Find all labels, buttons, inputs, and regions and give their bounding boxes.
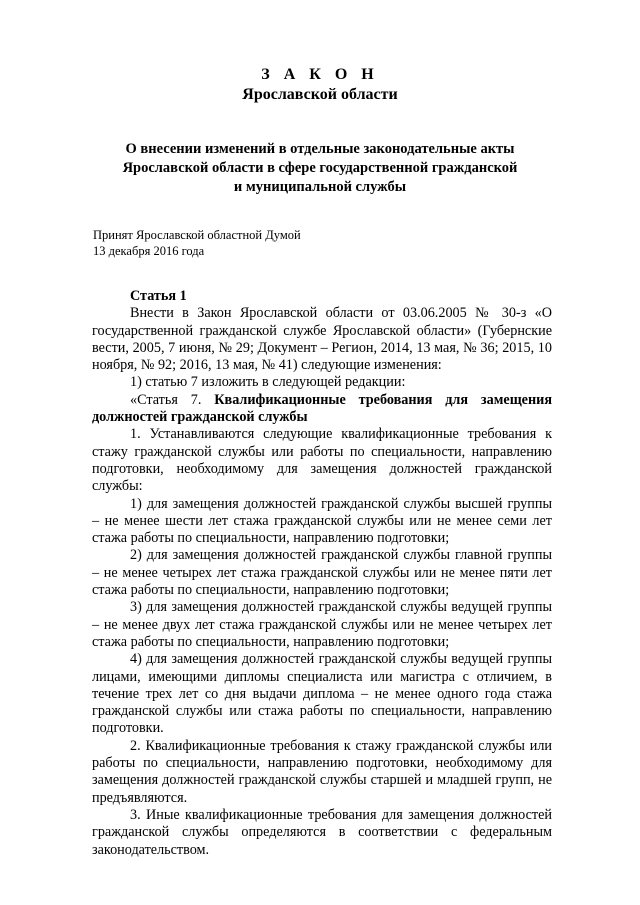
adoption-date: 13 декабря 2016 года	[93, 244, 205, 258]
quoted-article-prefix: «Статья 7.	[130, 391, 215, 408]
article-heading: Статья 1	[130, 288, 187, 304]
law-title: З А К О Н	[261, 66, 379, 83]
subparagraph: 2) для замещения должностей гражданской службы главной группы – не менее четырех лет стажа гражданской службы или не менее пяти лет стажа работы по специальности, направлению подготовки;	[92, 547, 552, 599]
quoted-article-title	[92, 392, 552, 427]
paragraph: 1. Устанавливаются следующие квалификационные требования к стажу гражданской службы или работы по специальности, направлению подготовки, необходимому для замещения должностей гражданской службы:	[92, 426, 552, 495]
law-body	[92, 288, 552, 859]
region-title: Ярославской области	[242, 86, 398, 103]
subparagraph: 4) для замещения должностей гражданской службы ведущей группы лицами, имеющими дипломы специалиста или магистра с отличием, в течение трех лет со дня выдачи диплома – не менее одного года стажа гражданской службы или стажа работы по специальности, направлению подготовки.	[92, 651, 552, 737]
subject-line: и муниципальной службы	[233, 179, 407, 195]
subparagraph: 3) для замещения должностей гражданской службы ведущей группы – не менее двух лет стажа гражданской службы или не менее четырех лет стажа работы по специальности, направлению подготовки;	[92, 599, 552, 650]
subject-line: Ярославской области в сфере государственной гражданской	[122, 160, 518, 176]
paragraph: 2. Квалификационные требования к стажу гражданской службы или работы по специальности, направлению подготовки, необходимому для замещения должностей гражданской службы старшей и младшей групп, не предъявляются.	[92, 737, 552, 806]
quoted-article-name: Квалификационные требования для замещения должностей гражданской службы	[92, 391, 552, 426]
article-intro: Внести в Закон Ярославской области от 03.06.2005 № 30-з «О государственной гражданской службе Ярославской области» (Губернские вести, 2005, 7 июня, № 29; Документ – Регион, 2014, 13 мая, № 36; 2015, 10 ноября, № 92; 2016, 13 мая, № 41) следующие изменения:	[92, 305, 552, 374]
subparagraph: 1) для замещения должностей гражданской службы высшей группы – не менее шести лет стажа гражданской службы или не менее семи лет стажа работы по специальности, направлению подготовки;	[92, 495, 552, 547]
amendment-item: 1) статью 7 изложить в следующей редакции:	[130, 374, 406, 391]
subject-line: О внесении изменений в отдельные законодательные акты	[125, 141, 515, 157]
paragraph: 3. Иные квалификационные требования для замещения должностей гражданской службы определяются в соответствии с федеральным законодательством.	[92, 806, 552, 858]
adopted-by: Принят Ярославской областной Думой	[93, 228, 301, 242]
law-subject	[100, 140, 540, 197]
adoption-info	[93, 227, 301, 259]
